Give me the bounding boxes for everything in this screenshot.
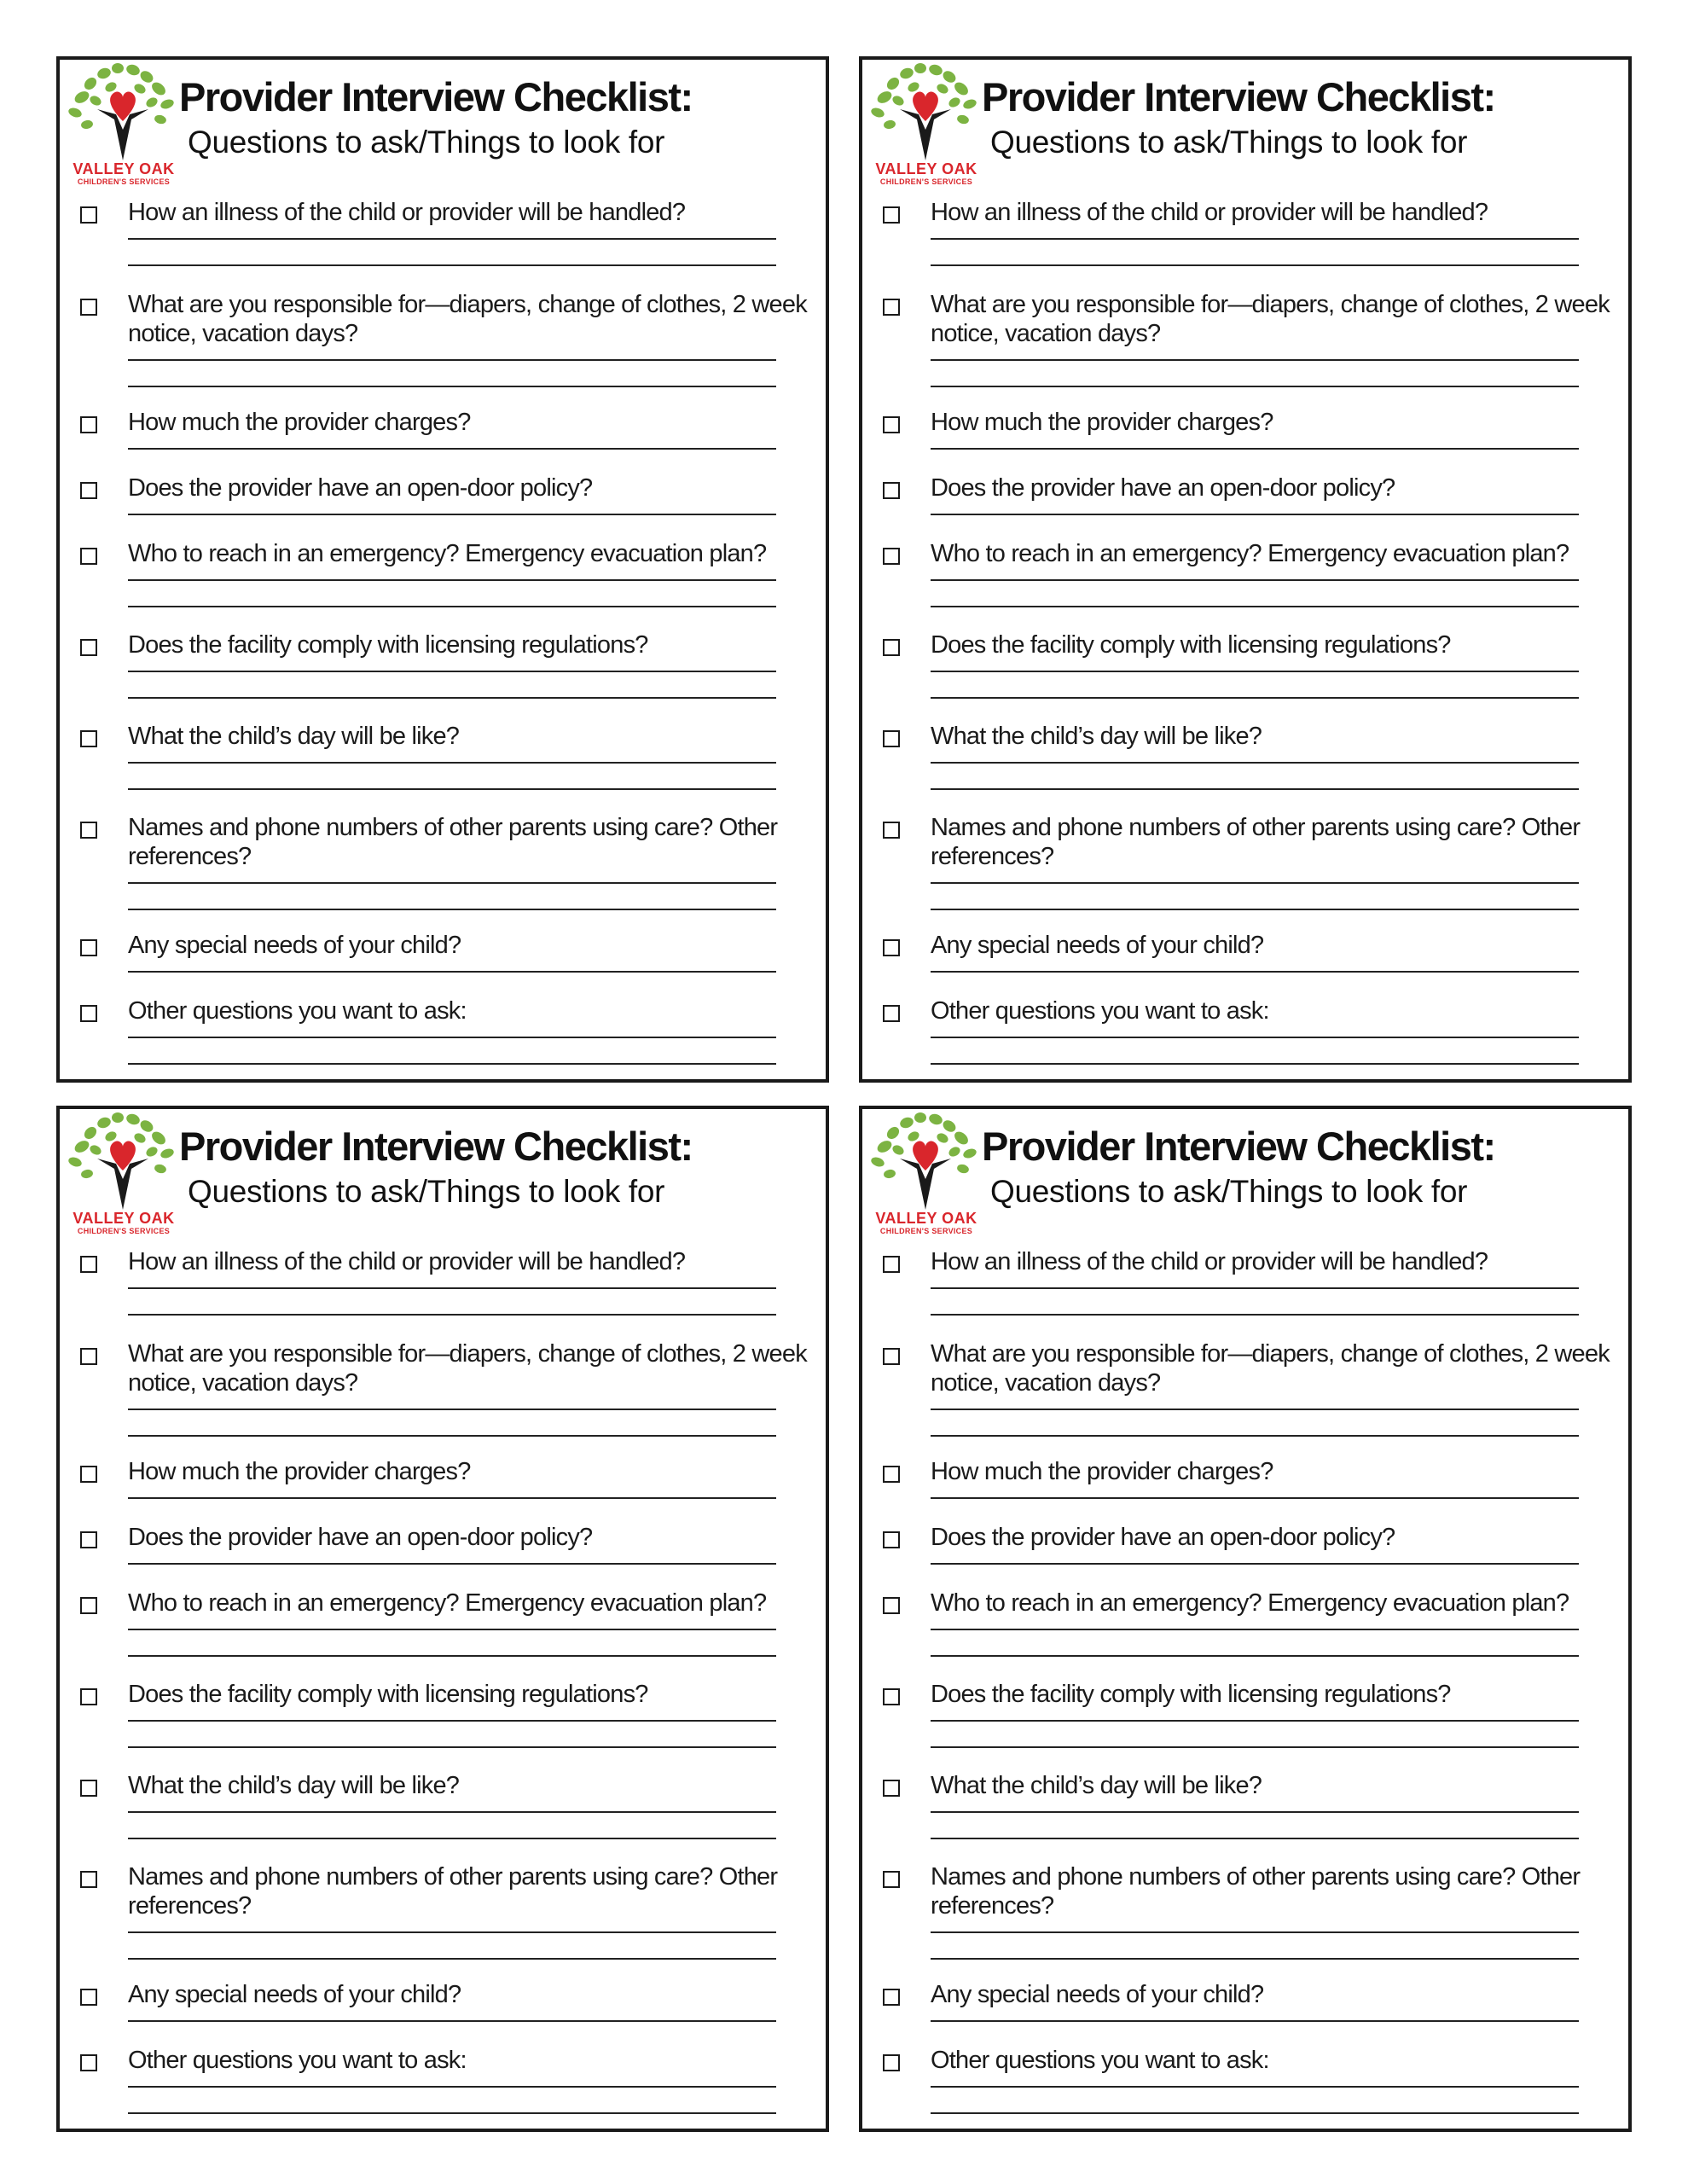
question-text: What the child’s day will be like? — [931, 723, 1262, 750]
checkbox[interactable] — [80, 639, 97, 656]
checkbox[interactable] — [883, 1597, 900, 1614]
answer-line[interactable] — [931, 2086, 1579, 2088]
answer-line[interactable] — [931, 1958, 1579, 1960]
question-text: How much the provider charges? — [128, 1458, 471, 1485]
checklist-item — [60, 995, 826, 1083]
answer-line[interactable] — [128, 238, 776, 240]
answer-line[interactable] — [128, 264, 776, 266]
question-text: Does the provider have an open-door policy? — [128, 474, 593, 502]
answer-line[interactable] — [931, 1037, 1579, 1038]
brand-line-1: VALLEY OAK — [73, 160, 175, 177]
checkbox[interactable] — [80, 1989, 97, 2006]
checkbox[interactable] — [80, 939, 97, 956]
checklist-item — [60, 1246, 826, 1338]
checklist-items — [60, 1246, 826, 2132]
checklist-item — [60, 537, 826, 629]
checkbox[interactable] — [80, 548, 97, 565]
answer-line[interactable] — [128, 1497, 776, 1499]
question-text: Names and phone numbers of other parents using care? Other references? — [128, 1863, 778, 1920]
checkbox[interactable] — [883, 1871, 900, 1888]
answer-line[interactable] — [128, 514, 776, 515]
checkbox[interactable] — [80, 822, 97, 839]
answer-line[interactable] — [128, 1287, 776, 1289]
question-text: What are you responsible for—diapers, change of clothes, 2 week notice, vacation days? — [931, 291, 1610, 347]
answer-line[interactable] — [931, 1629, 1579, 1630]
checklist-item — [862, 1678, 1628, 1769]
checkbox[interactable] — [883, 1348, 900, 1365]
question-text: How an illness of the child or provider will be handled? — [931, 199, 1488, 226]
answer-line[interactable] — [931, 1655, 1579, 1657]
checkbox[interactable] — [80, 1256, 97, 1273]
answer-line[interactable] — [128, 1563, 776, 1565]
question-text: Does the provider have an open-door policy? — [931, 474, 1395, 502]
answer-line[interactable] — [128, 1655, 776, 1657]
card-subtitle: Questions to ask/Things to look for — [188, 1174, 665, 1209]
brand-line-1: VALLEY OAK — [875, 160, 977, 177]
question-text: Any special needs of your child? — [128, 932, 461, 959]
card-subtitle: Questions to ask/Things to look for — [990, 125, 1468, 160]
card-title: Provider Interview Checklist: — [179, 74, 693, 119]
checklist-item — [862, 929, 1628, 995]
question-text: Who to reach in an emergency? Emergency evacuation plan? — [931, 1589, 1569, 1617]
brand-line-2: CHILDREN'S SERVICES — [879, 1227, 973, 1235]
checkbox[interactable] — [80, 1531, 97, 1548]
question-text: How an illness of the child or provider will be handled? — [931, 1248, 1488, 1275]
question-text: Who to reach in an emergency? Emergency evacuation plan? — [931, 540, 1569, 567]
answer-line[interactable] — [931, 1720, 1579, 1722]
checkbox[interactable] — [883, 939, 900, 956]
question-text: What are you responsible for—diapers, change of clothes, 2 week notice, vacation days? — [128, 1340, 807, 1397]
question-text: How much the provider charges? — [931, 409, 1273, 436]
answer-line[interactable] — [931, 697, 1579, 699]
checklist-item — [60, 720, 826, 811]
question-text: Does the provider have an open-door policy? — [128, 1524, 593, 1551]
answer-line[interactable] — [128, 448, 776, 450]
checklist-item — [60, 406, 826, 472]
checklist-item — [60, 472, 826, 537]
question-text: How much the provider charges? — [128, 409, 471, 436]
checklist-card-4 — [859, 1106, 1632, 2132]
question-text: What the child’s day will be like? — [128, 723, 460, 750]
checkbox[interactable] — [883, 299, 900, 316]
checkbox[interactable] — [80, 206, 97, 224]
question-text: Any special needs of your child? — [128, 1981, 461, 2008]
question-text: How an illness of the child or provider will be handled? — [128, 199, 686, 226]
card-subtitle: Questions to ask/Things to look for — [188, 125, 665, 160]
checklist-item — [60, 1521, 826, 1587]
answer-line[interactable] — [931, 238, 1579, 240]
checkbox[interactable] — [883, 1256, 900, 1273]
answer-line[interactable] — [931, 1838, 1579, 1839]
brand-wordmark — [871, 1210, 982, 1236]
answer-line[interactable] — [128, 1720, 776, 1722]
checklist-item — [862, 995, 1628, 1083]
brand-line-2: CHILDREN'S SERVICES — [879, 177, 973, 186]
checkbox[interactable] — [883, 416, 900, 433]
question-text: Any special needs of your child? — [931, 932, 1264, 959]
checkbox[interactable] — [80, 482, 97, 499]
answer-line[interactable] — [931, 971, 1579, 973]
brand-line-1: VALLEY OAK — [875, 1210, 977, 1227]
question-text: Does the facility comply with licensing regulations? — [931, 631, 1451, 659]
question-text: Names and phone numbers of other parents using care? Other references? — [931, 1863, 1581, 1920]
answer-line[interactable] — [128, 2020, 776, 2022]
checklist-item — [862, 1246, 1628, 1338]
answer-line[interactable] — [931, 671, 1579, 672]
checklist-item — [60, 629, 826, 720]
checklist-card-2 — [859, 56, 1632, 1083]
checkbox[interactable] — [883, 482, 900, 499]
checkbox[interactable] — [80, 2054, 97, 2071]
checklist-item — [60, 1587, 826, 1678]
answer-line[interactable] — [128, 882, 776, 884]
checkbox[interactable] — [80, 416, 97, 433]
checklist-item — [862, 1978, 1628, 2044]
checklist-item — [862, 1861, 1628, 1978]
checklist-item — [862, 406, 1628, 472]
answer-line[interactable] — [931, 1287, 1579, 1289]
checklist-item — [60, 1861, 826, 1978]
checklist-item — [60, 1978, 826, 2044]
checklist-item — [60, 2044, 826, 2132]
checkbox[interactable] — [80, 1871, 97, 1888]
card-subtitle: Questions to ask/Things to look for — [990, 1174, 1468, 1209]
answer-line[interactable] — [931, 1409, 1579, 1410]
answer-line[interactable] — [128, 1931, 776, 1933]
answer-line[interactable] — [931, 386, 1579, 387]
question-text: Does the facility comply with licensing regulations? — [931, 1681, 1451, 1708]
question-text: Who to reach in an emergency? Emergency evacuation plan? — [128, 540, 767, 567]
answer-line[interactable] — [931, 1563, 1579, 1565]
checkbox[interactable] — [883, 639, 900, 656]
checkbox[interactable] — [883, 1688, 900, 1705]
answer-line[interactable] — [931, 1435, 1579, 1437]
checklist-item — [60, 1678, 826, 1769]
checklist-item — [60, 811, 826, 929]
question-text: What are you responsible for—diapers, change of clothes, 2 week notice, vacation days? — [128, 291, 807, 347]
checkbox[interactable] — [883, 822, 900, 839]
card-header — [60, 1109, 826, 1254]
checkbox[interactable] — [80, 1780, 97, 1797]
answer-line[interactable] — [128, 788, 776, 790]
checkbox[interactable] — [883, 730, 900, 747]
checklist-items — [60, 196, 826, 1083]
question-text: Does the provider have an open-door policy? — [931, 1524, 1395, 1551]
checklist-item — [862, 811, 1628, 929]
checkbox[interactable] — [883, 206, 900, 224]
answer-line[interactable] — [931, 1063, 1579, 1065]
question-text: Other questions you want to ask: — [128, 997, 467, 1025]
checkbox[interactable] — [883, 1531, 900, 1548]
answer-line[interactable] — [931, 606, 1579, 607]
card-header — [862, 1109, 1628, 1254]
answer-line[interactable] — [128, 971, 776, 973]
answer-line[interactable] — [931, 1811, 1579, 1813]
answer-line[interactable] — [128, 1435, 776, 1437]
question-text: What are you responsible for—diapers, change of clothes, 2 week notice, vacation days? — [931, 1340, 1610, 1397]
checklist-item — [862, 1455, 1628, 1521]
card-title: Provider Interview Checklist: — [179, 1124, 693, 1169]
answer-line[interactable] — [128, 1409, 776, 1410]
answer-line[interactable] — [128, 1314, 776, 1316]
answer-line[interactable] — [128, 606, 776, 607]
answer-line[interactable] — [931, 882, 1579, 884]
answer-line[interactable] — [128, 386, 776, 387]
card-title: Provider Interview Checklist: — [982, 1124, 1495, 1169]
answer-line[interactable] — [128, 1746, 776, 1748]
answer-line[interactable] — [128, 1811, 776, 1813]
brand-wordmark — [68, 160, 179, 187]
card-header — [862, 60, 1628, 205]
checklist-item — [862, 1769, 1628, 1861]
checklist-item — [862, 629, 1628, 720]
answer-line[interactable] — [128, 909, 776, 910]
question-text: Does the facility comply with licensing regulations? — [128, 631, 648, 659]
answer-line[interactable] — [931, 2020, 1579, 2022]
question-text: Names and phone numbers of other parents using care? Other references? — [128, 814, 778, 870]
checklist-item — [862, 196, 1628, 288]
answer-line[interactable] — [128, 697, 776, 699]
checkbox[interactable] — [80, 730, 97, 747]
checklist-item — [60, 1769, 826, 1861]
answer-line[interactable] — [931, 2112, 1579, 2114]
answer-line[interactable] — [128, 762, 776, 764]
answer-line[interactable] — [128, 1629, 776, 1630]
brand-line-1: VALLEY OAK — [73, 1210, 175, 1227]
answer-line[interactable] — [931, 359, 1579, 361]
checklist-item — [862, 288, 1628, 406]
checklist-card-1 — [56, 56, 829, 1083]
answer-line[interactable] — [128, 1063, 776, 1065]
answer-line[interactable] — [128, 1037, 776, 1038]
checkbox[interactable] — [80, 1466, 97, 1483]
answer-line[interactable] — [931, 514, 1579, 515]
answer-line[interactable] — [931, 1931, 1579, 1933]
answer-line[interactable] — [128, 1958, 776, 1960]
checklist-item — [862, 1338, 1628, 1455]
checkbox[interactable] — [883, 1780, 900, 1797]
answer-line[interactable] — [931, 909, 1579, 910]
brand-wordmark — [871, 160, 982, 187]
question-text: How an illness of the child or provider will be handled? — [128, 1248, 686, 1275]
checklist-item — [862, 537, 1628, 629]
question-text: How much the provider charges? — [931, 1458, 1273, 1485]
checklist-items — [862, 196, 1628, 1083]
question-text: What the child’s day will be like? — [931, 1772, 1262, 1799]
answer-line[interactable] — [128, 359, 776, 361]
checkbox[interactable] — [883, 1989, 900, 2006]
checkbox[interactable] — [883, 1466, 900, 1483]
checklist-item — [862, 2044, 1628, 2132]
checkbox[interactable] — [80, 1005, 97, 1022]
answer-line[interactable] — [931, 264, 1579, 266]
answer-line[interactable] — [128, 671, 776, 672]
checkbox[interactable] — [883, 548, 900, 565]
question-text: Names and phone numbers of other parents using care? Other references? — [931, 814, 1581, 870]
answer-line[interactable] — [128, 1838, 776, 1839]
checklist-item — [60, 288, 826, 406]
checklist-item — [862, 472, 1628, 537]
checkbox[interactable] — [883, 1005, 900, 1022]
answer-line[interactable] — [128, 2112, 776, 2114]
answer-line[interactable] — [931, 1746, 1579, 1748]
checkbox[interactable] — [80, 299, 97, 316]
checklist-item — [862, 1587, 1628, 1678]
brand-line-2: CHILDREN'S SERVICES — [77, 1227, 171, 1235]
question-text: Does the facility comply with licensing regulations? — [128, 1681, 648, 1708]
checklist-item — [862, 720, 1628, 811]
answer-line[interactable] — [128, 2086, 776, 2088]
answer-line[interactable] — [931, 579, 1579, 581]
question-text: Other questions you want to ask: — [931, 997, 1269, 1025]
checkbox[interactable] — [80, 1688, 97, 1705]
checkbox[interactable] — [80, 1597, 97, 1614]
checklist-items — [862, 1246, 1628, 2132]
checklist-card-3 — [56, 1106, 829, 2132]
checklist-item — [60, 196, 826, 288]
answer-line[interactable] — [931, 788, 1579, 790]
brand-wordmark — [68, 1210, 179, 1236]
checklist-item — [60, 929, 826, 995]
answer-line[interactable] — [931, 1314, 1579, 1316]
answer-line[interactable] — [931, 762, 1579, 764]
question-text: Any special needs of your child? — [931, 1981, 1264, 2008]
question-text: Other questions you want to ask: — [931, 2047, 1269, 2074]
question-text: What the child’s day will be like? — [128, 1772, 460, 1799]
checklist-item — [60, 1455, 826, 1521]
checkbox[interactable] — [80, 1348, 97, 1365]
checkbox[interactable] — [883, 2054, 900, 2071]
answer-line[interactable] — [931, 448, 1579, 450]
checklist-item — [862, 1521, 1628, 1587]
brand-line-2: CHILDREN'S SERVICES — [77, 177, 171, 186]
card-header — [60, 60, 826, 205]
question-text: Other questions you want to ask: — [128, 2047, 467, 2074]
card-title: Provider Interview Checklist: — [982, 74, 1495, 119]
answer-line[interactable] — [931, 1497, 1579, 1499]
checklist-item — [60, 1338, 826, 1455]
answer-line[interactable] — [128, 579, 776, 581]
question-text: Who to reach in an emergency? Emergency evacuation plan? — [128, 1589, 767, 1617]
